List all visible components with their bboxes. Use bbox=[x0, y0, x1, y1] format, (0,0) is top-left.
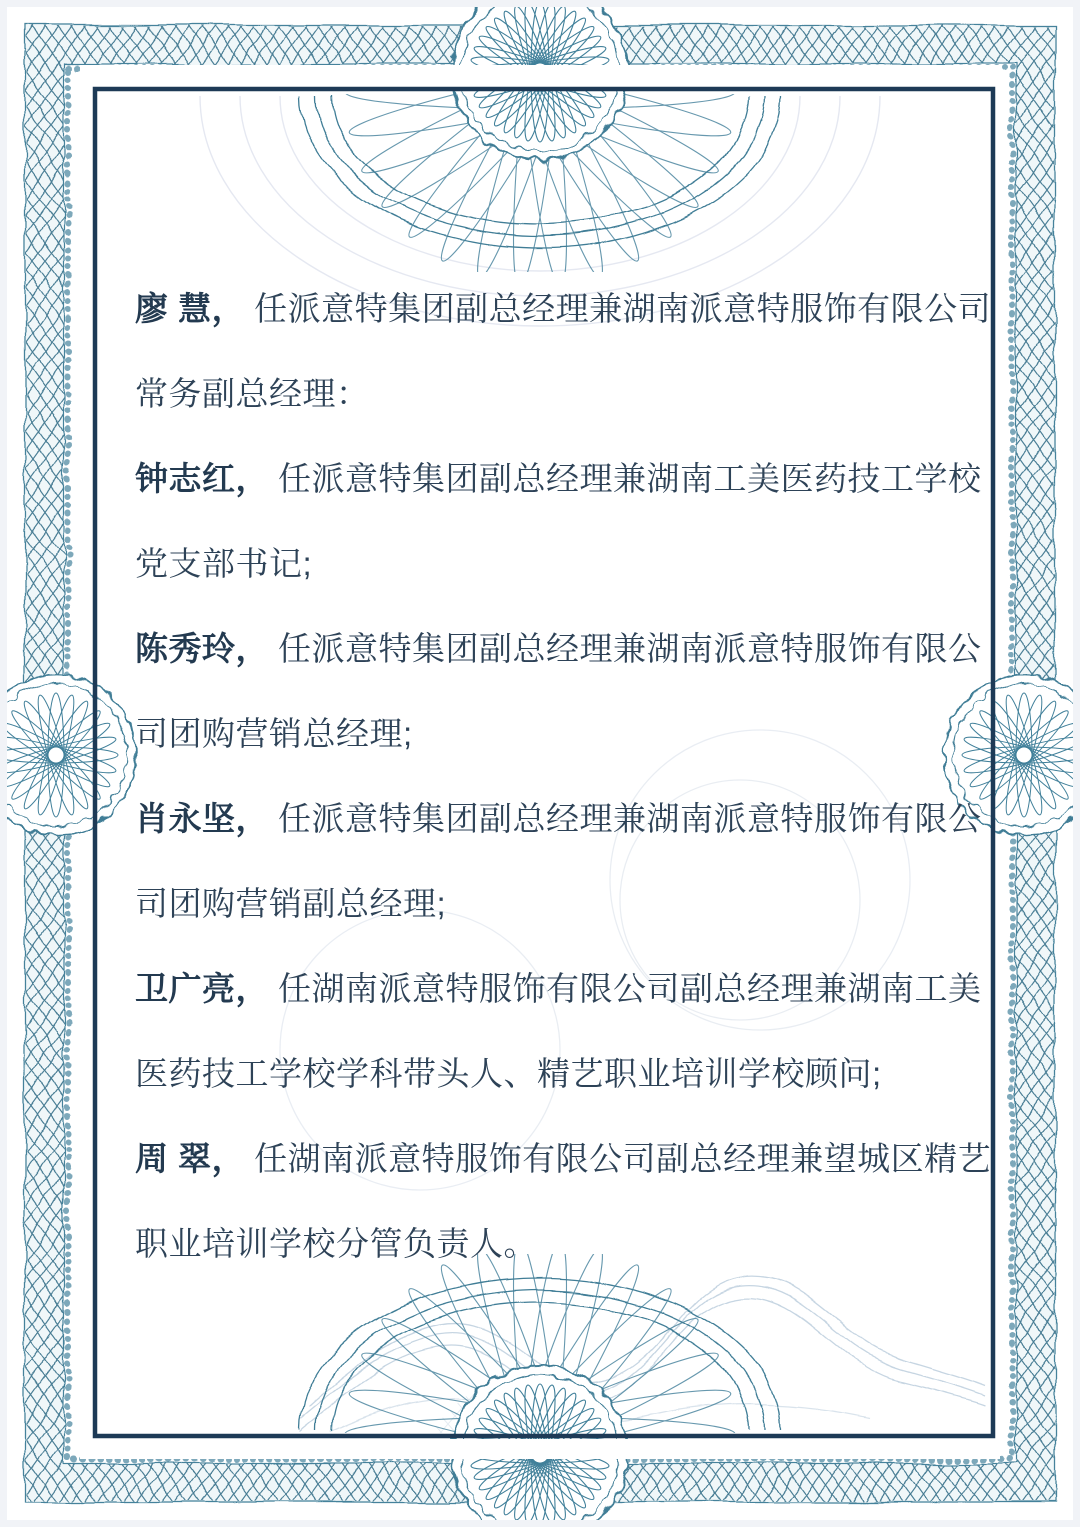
person-name: 廖 慧， bbox=[135, 290, 246, 327]
watermark-bottom-waves bbox=[300, 1276, 986, 1432]
entry-line: 医药技工学校学科带头人、精艺职业培训学校顾问; bbox=[135, 1055, 882, 1092]
entry-text: 任派意特集团副总经理兼湖南派意特服饰有限公司 bbox=[254, 290, 992, 327]
person-name: 肖永坚， bbox=[135, 800, 269, 837]
entry-line bbox=[135, 774, 981, 859]
entry-line: 司团购营销总经理; bbox=[135, 715, 413, 752]
person-name: 卫广亮， bbox=[135, 970, 269, 1007]
entry-line: 党支部书记; bbox=[135, 545, 313, 582]
entry-line bbox=[135, 434, 981, 519]
entry-line bbox=[135, 604, 981, 689]
entry-text: 任湖南派意特服饰有限公司副总经理兼湖南工美 bbox=[278, 970, 982, 1007]
entry-text: 任派意特集团副总经理兼湖南工美医药技工学校 bbox=[278, 460, 982, 497]
person-name: 周 翠， bbox=[135, 1140, 246, 1177]
person-name: 陈秀玲， bbox=[135, 630, 269, 667]
left-side-medallion bbox=[0, 675, 136, 835]
entry-line bbox=[135, 1114, 992, 1199]
person-name: 钟志红， bbox=[135, 460, 269, 497]
entry-line: 司团购营销副总经理; bbox=[135, 885, 447, 922]
entry-text: 任派意特集团副总经理兼湖南派意特服饰有限公 bbox=[278, 630, 982, 667]
entry-line: 常务副总经理： bbox=[135, 375, 370, 412]
entry-line bbox=[135, 944, 981, 1029]
entry-text: 任湖南派意特服饰有限公司副总经理兼望城区精艺 bbox=[254, 1140, 992, 1177]
entry-text: 任派意特集团副总经理兼湖南派意特服饰有限公 bbox=[278, 800, 982, 837]
appointments-text bbox=[135, 264, 992, 1284]
entry-line: 职业培训学校分管负责人。 bbox=[135, 1225, 537, 1262]
entry-line bbox=[135, 264, 992, 349]
